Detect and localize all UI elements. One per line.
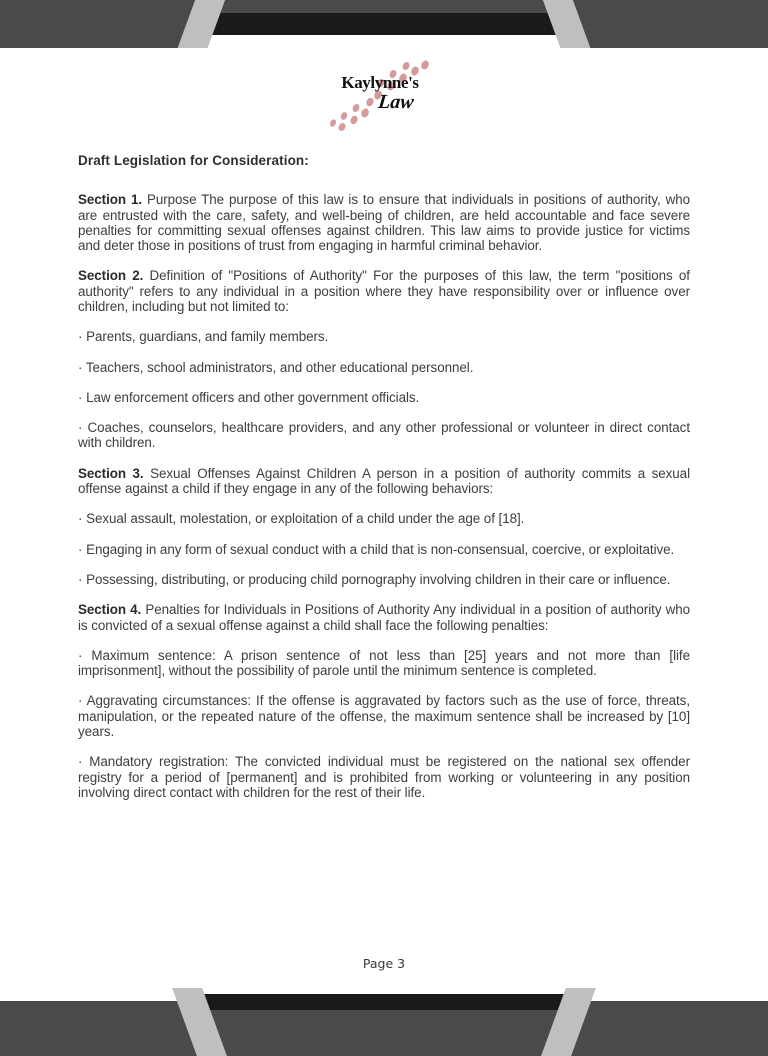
bullet-paragraph (78, 542, 690, 557)
paragraph-text: · Mandatory registration: The convicted individual must be registered on the national sex offender registry for a period of [permanent] and is prohibited from working or volunteering in any position involving direct contact with children for the rest of their life. (78, 754, 690, 800)
top-right-diagonal-stripe (539, 0, 594, 48)
bullet-paragraph (78, 511, 690, 526)
section-label: Section 1. (78, 192, 143, 208)
bullet-paragraph (78, 329, 690, 344)
section-paragraph (78, 602, 690, 633)
paragraph-text: Sexual Offenses Against Children A person in a position of authority commits a sexual offense against a child if they engage in any of the following behaviors: (78, 465, 690, 497)
section-label: Section 4. (78, 602, 142, 618)
paragraph-text: · Teachers, school administrators, and other educational personnel. (78, 359, 474, 375)
bullet-paragraph (78, 693, 690, 739)
paragraph-text: · Maximum sentence: A prison sentence of not less than [25] years and not more than [life imprisonment], without the possibility of parole until the minimum sentence is completed. (78, 647, 690, 679)
top-left-diagonal-stripe (173, 0, 228, 48)
bullet-paragraph (78, 754, 690, 800)
paragraph-text: · Possessing, distributing, or producing child pornography involving children in their care or influence. (78, 571, 671, 587)
bullet-paragraph (78, 648, 690, 679)
document-title: Draft Legislation for Consideration: (78, 153, 309, 168)
paragraph-list (78, 192, 690, 800)
bullet-paragraph (78, 572, 690, 587)
kaylynnes-law-logo (329, 56, 439, 138)
section-paragraph (78, 466, 690, 497)
paragraph-text: · Aggravating circumstances: If the offense is aggravated by factors such as the use of force, threats, manipulation, or the repeated nature of the offense, the maximum sentence shall be increased by [10] years. (78, 693, 690, 740)
top-decorative-banner (0, 0, 768, 48)
paragraph-text: · Law enforcement officers and other government officials. (78, 389, 420, 405)
logo-subtitle-text: Law (377, 91, 415, 113)
section-paragraph (78, 268, 690, 314)
paragraph-text: · Sexual assault, molestation, or exploitation of a child under the age of [18]. (78, 511, 525, 527)
section-label: Section 2. (78, 268, 144, 284)
logo-container (0, 56, 768, 138)
logo-name-text: Kaylynne's (341, 73, 419, 92)
top-gray-band (0, 0, 768, 48)
page-number-label: Page 3 (362, 956, 406, 971)
top-black-band (196, 13, 572, 35)
bottom-left-diagonal-stripe (171, 988, 230, 1056)
document-content (78, 152, 690, 815)
section-label: Section 3. (78, 465, 144, 481)
top-white-notch (200, 35, 568, 48)
paragraph-text: · Parents, guardians, and family members. (78, 329, 329, 345)
logo-wordmark (329, 74, 439, 112)
bullet-paragraph (78, 420, 690, 451)
bottom-right-diagonal-stripe (537, 988, 596, 1056)
bottom-white-notch (200, 988, 568, 994)
bottom-gray-band (0, 1001, 768, 1056)
bullet-paragraph (78, 360, 690, 375)
bottom-decorative-banner (0, 988, 768, 1056)
section-paragraph (78, 192, 690, 253)
paragraph-text: · Engaging in any form of sexual conduct with a child that is non-consensual, coercive, or exploitative. (78, 541, 675, 557)
paragraph-text: · Coaches, counselors, healthcare providers, and any other professional or volunteer in direct contact with children. (78, 420, 690, 451)
paragraph-text: Purpose The purpose of this law is to ensure that individuals in positions of authority, who are entrusted with the care, safety, and well-being of children, are held accountable and face severe penalties for committing sexual offenses against children. This law aims to provide justice for victims and deter those in positions of trust from engaging in harmful criminal behavior. (78, 192, 690, 254)
bullet-paragraph (78, 390, 690, 405)
page-footer (0, 955, 768, 973)
bottom-black-band (196, 994, 572, 1010)
paragraph-text: Penalties for Individuals in Positions of Authority Any individual in a position of authority who is convicted of a sexual offense against a child shall face the following penalties: (78, 602, 690, 633)
paragraph-text: Definition of "Positions of Authority" For the purposes of this law, the term "positions of authority" refers to any individual in a position where they have responsibility over or influence over children, including but not limited to: (78, 268, 690, 314)
